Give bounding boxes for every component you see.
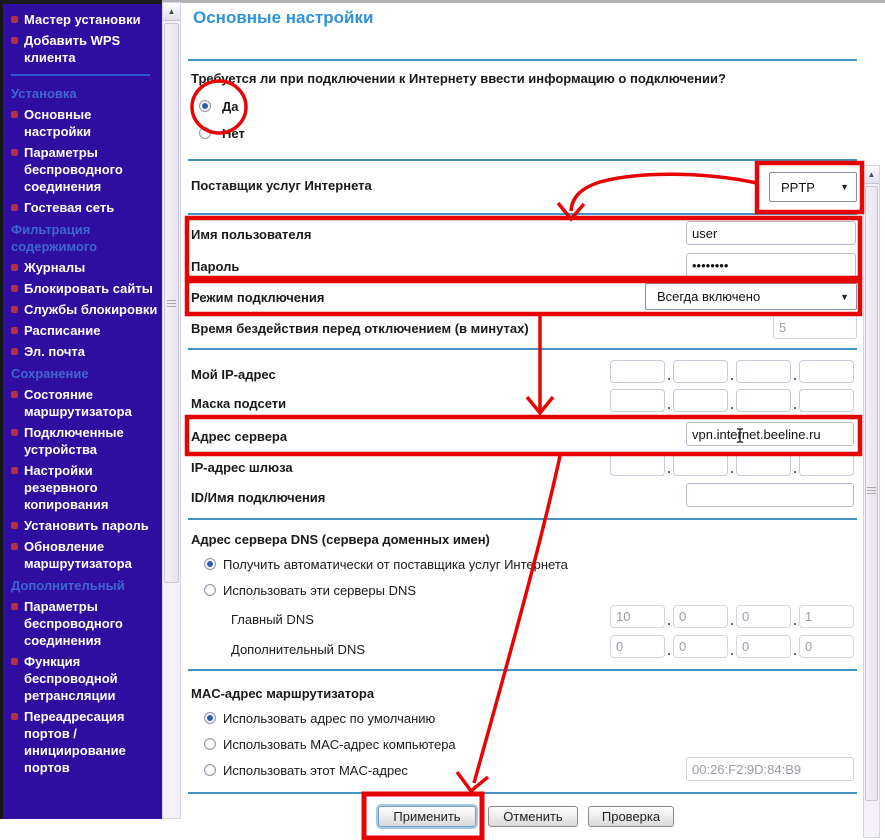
radio-dns-manual[interactable]	[204, 584, 216, 596]
sidebar-item-guest-network[interactable]	[10, 199, 158, 216]
subnet-octet-1[interactable]	[610, 389, 665, 412]
bullet-icon	[11, 285, 18, 292]
sidebar-item-logs[interactable]	[10, 259, 158, 276]
radio-mac-computer-label: Использовать MAC-адрес компьютера	[223, 737, 456, 752]
primary-dns-octet-4[interactable]	[799, 605, 854, 628]
gateway-octet-1[interactable]	[610, 453, 665, 476]
my-ip-octets	[610, 360, 854, 383]
sidebar-item-label: Настройки резервного копирования	[24, 463, 109, 512]
octet-separator: .	[730, 397, 734, 412]
password-input[interactable]	[686, 253, 856, 277]
username-label: Имя пользователя	[191, 227, 312, 242]
primary-dns-octets	[610, 605, 854, 628]
page-title: Основные настройки	[193, 8, 374, 27]
sidebar-nav	[0, 0, 162, 819]
secondary-dns-octet-3[interactable]	[736, 635, 791, 658]
sidebar-item-block-services[interactable]	[10, 301, 158, 318]
octet-separator: .	[667, 643, 671, 658]
my-ip-octet-4[interactable]	[799, 360, 854, 383]
gateway-octet-2[interactable]	[673, 453, 728, 476]
secondary-dns-octet-2[interactable]	[673, 635, 728, 658]
radio-mac-default[interactable]	[204, 712, 216, 724]
idle-timeout-input[interactable]	[773, 315, 857, 339]
sidebar-item-basic-settings[interactable]	[10, 106, 158, 140]
cancel-button[interactable]: Отменить	[488, 806, 578, 827]
secondary-dns-label: Дополнительный DNS	[231, 642, 365, 657]
dns-section-header: Адрес сервера DNS (сервера доменных имен)	[191, 532, 490, 547]
password-label: Пароль	[191, 259, 240, 274]
section-divider	[188, 518, 857, 520]
section-divider	[188, 348, 857, 350]
radio-mac-custom-label: Использовать этот MAC-адрес	[223, 763, 408, 778]
bullet-icon	[11, 37, 18, 44]
content-scrollbar[interactable]	[863, 165, 880, 838]
bullet-icon	[11, 327, 18, 334]
bullet-icon	[11, 204, 18, 211]
bullet-icon	[11, 264, 18, 271]
connection-id-input[interactable]	[686, 483, 854, 507]
octet-separator: .	[793, 461, 797, 476]
sidebar-item-schedule[interactable]	[10, 322, 158, 339]
bullet-icon	[11, 543, 18, 550]
sidebar-item-label: Журналы	[24, 260, 86, 275]
server-address-label: Адрес сервера	[191, 429, 288, 444]
bullet-icon	[11, 16, 18, 23]
isp-type-value: PPTP	[781, 179, 815, 195]
sidebar-item-label: Параметры беспроводного соединения	[24, 599, 123, 648]
test-button[interactable]: Проверка	[588, 806, 674, 827]
sidebar-item-wireless-settings[interactable]	[10, 144, 158, 195]
bullet-icon	[11, 306, 18, 313]
radio-login-no-label: Нет	[222, 126, 245, 141]
octet-separator: .	[793, 397, 797, 412]
annotation-arrowhead	[558, 203, 584, 219]
bullet-icon	[11, 149, 18, 156]
primary-dns-octet-2[interactable]	[673, 605, 728, 628]
annotation-arrow-pptp	[571, 174, 757, 211]
annotation-arrowhead	[457, 772, 488, 791]
section-divider	[188, 792, 857, 794]
sidebar-item-label: Гостевая сеть	[24, 200, 115, 215]
radio-login-yes[interactable]	[199, 100, 211, 112]
connection-mode-dropdown[interactable]	[645, 283, 857, 310]
bullet-icon	[11, 111, 18, 118]
sidebar-item-label: Функция беспроводной ретрансляции	[24, 654, 118, 703]
my-ip-octet-3[interactable]	[736, 360, 791, 383]
my-ip-octet-2[interactable]	[673, 360, 728, 383]
sidebar-item-label: Службы блокировки	[24, 302, 158, 317]
mac-address-input[interactable]	[686, 757, 854, 781]
radio-login-yes-label: Да	[222, 99, 239, 114]
secondary-dns-octet-1[interactable]	[610, 635, 665, 658]
sidebar-item-label: Подключенные устройства	[24, 425, 124, 457]
octet-separator: .	[730, 461, 734, 476]
radio-mac-default-label: Использовать адрес по умолчанию	[223, 711, 436, 726]
sidebar-scrollbar[interactable]	[162, 2, 181, 819]
primary-dns-octet-1[interactable]	[610, 605, 665, 628]
idle-timeout-label: Время бездействия перед отключением (в минутах)	[191, 321, 529, 336]
isp-label: Поставщик услуг Интернета	[191, 178, 372, 193]
window-top-edge	[160, 0, 885, 3]
sidebar-item-label: Блокировать сайты	[24, 281, 153, 296]
my-ip-label: Мой IP-адрес	[191, 367, 276, 382]
sidebar-item-wireless-settings-advanced[interactable]	[10, 598, 158, 649]
sidebar-item-add-wps-client[interactable]	[10, 32, 158, 66]
gateway-octet-4[interactable]	[799, 453, 854, 476]
gateway-ip-label: IP-адрес шлюза	[191, 460, 293, 475]
sidebar-item-label: Основные настройки	[24, 107, 92, 139]
bullet-icon	[11, 603, 18, 610]
scrollbar-grip-icon	[167, 300, 176, 308]
connection-id-label: ID/Имя подключения	[191, 490, 326, 505]
section-divider	[188, 669, 857, 671]
sidebar-item-wireless-repeating[interactable]	[10, 653, 158, 704]
scroll-up-icon[interactable]: ▲	[864, 166, 879, 184]
bullet-icon	[11, 522, 18, 529]
server-address-input[interactable]	[686, 422, 854, 446]
octet-separator: .	[730, 368, 734, 383]
sidebar-header-content-filtering: Фильтрация содержимого	[11, 222, 98, 254]
sidebar-item-set-password[interactable]	[10, 517, 158, 534]
subnet-mask-octets	[610, 389, 854, 412]
sidebar-header-advanced: Дополнительный	[11, 578, 125, 593]
radio-dns-auto[interactable]	[204, 558, 216, 570]
annotation-arrowhead	[527, 397, 553, 413]
sidebar-item-label: Добавить WPS клиента	[24, 33, 121, 65]
sidebar-scrollbar-thumb[interactable]	[164, 23, 179, 583]
sidebar-item-label: Мастер установки	[24, 12, 141, 27]
primary-dns-octet-3[interactable]	[736, 605, 791, 628]
octet-separator: .	[793, 368, 797, 383]
section-divider	[188, 59, 857, 61]
bullet-icon	[11, 391, 18, 398]
sidebar-item-router-status[interactable]	[10, 386, 158, 420]
scrollbar-grip-icon	[867, 487, 876, 495]
sidebar-item-attached-devices[interactable]	[10, 424, 158, 458]
octet-separator: .	[667, 397, 671, 412]
sidebar-header-setup: Установка	[11, 86, 77, 101]
octet-separator: .	[730, 613, 734, 628]
primary-dns-label: Главный DNS	[231, 612, 314, 627]
sidebar-item-email[interactable]	[10, 343, 158, 360]
radio-mac-custom[interactable]	[204, 764, 216, 776]
bullet-icon	[11, 467, 18, 474]
connection-mode-label: Режим подключения	[191, 290, 325, 305]
subnet-octet-3[interactable]	[736, 389, 791, 412]
sidebar-item-label: Обновление маршрутизатора	[24, 539, 132, 571]
sidebar-item-label: Расписание	[24, 323, 101, 338]
username-input[interactable]	[686, 221, 856, 245]
octet-separator: .	[667, 368, 671, 383]
gateway-octets	[610, 453, 854, 476]
sidebar-item-backup-settings[interactable]	[10, 462, 158, 513]
chevron-down-icon: ▼	[840, 182, 849, 192]
secondary-dns-octet-4[interactable]	[799, 635, 854, 658]
sidebar-divider	[11, 74, 150, 76]
sidebar-header-maintenance: Сохранение	[11, 366, 89, 381]
radio-login-no[interactable]	[199, 127, 211, 139]
sidebar-item-router-update[interactable]	[10, 538, 158, 572]
radio-dns-auto-label: Получить автоматически от поставщика услуг Интернета	[223, 557, 568, 572]
content-scrollbar-thumb[interactable]	[865, 186, 878, 801]
bullet-icon	[11, 713, 18, 720]
connection-mode-value: Всегда включено	[657, 289, 761, 304]
mac-section-header: MAC-адрес маршрутизатора	[191, 686, 375, 701]
sidebar-item-setup-wizard[interactable]	[10, 11, 158, 28]
login-required-question: Требуется ли при подключении к Интернету ввести информацию о подключении?	[191, 71, 726, 86]
sidebar-item-label: Эл. почта	[24, 344, 86, 359]
sidebar-item-label: Параметры беспроводного соединения	[24, 145, 123, 194]
section-divider	[188, 159, 857, 161]
sidebar-item-label: Состояние маршрутизатора	[24, 387, 132, 419]
bullet-icon	[11, 658, 18, 665]
sidebar-item-label: Переадресация портов / инициирование портов	[24, 709, 126, 775]
octet-separator: .	[730, 643, 734, 658]
bullet-icon	[11, 348, 18, 355]
bullet-icon	[11, 429, 18, 436]
octet-separator: .	[793, 643, 797, 658]
apply-button[interactable]: Применить	[378, 806, 476, 827]
radio-mac-computer[interactable]	[204, 738, 216, 750]
radio-dns-manual-label: Использовать эти серверы DNS	[223, 583, 417, 598]
sidebar-item-block-sites[interactable]	[10, 280, 158, 297]
sidebar-item-label: Установить пароль	[24, 518, 149, 533]
subnet-mask-label: Маска подсети	[191, 396, 287, 411]
section-divider	[188, 213, 857, 215]
my-ip-octet-1[interactable]	[610, 360, 665, 383]
octet-separator: .	[667, 461, 671, 476]
annotation-arrow-apply	[474, 456, 560, 783]
isp-type-dropdown[interactable]	[769, 172, 857, 202]
scroll-up-icon[interactable]: ▲	[163, 3, 180, 21]
subnet-octet-4[interactable]	[799, 389, 854, 412]
subnet-octet-2[interactable]	[673, 389, 728, 412]
octet-separator: .	[793, 613, 797, 628]
gateway-octet-3[interactable]	[736, 453, 791, 476]
secondary-dns-octets	[610, 635, 854, 658]
octet-separator: .	[667, 613, 671, 628]
sidebar-item-port-forwarding[interactable]	[10, 708, 158, 776]
chevron-down-icon: ▼	[840, 291, 849, 302]
